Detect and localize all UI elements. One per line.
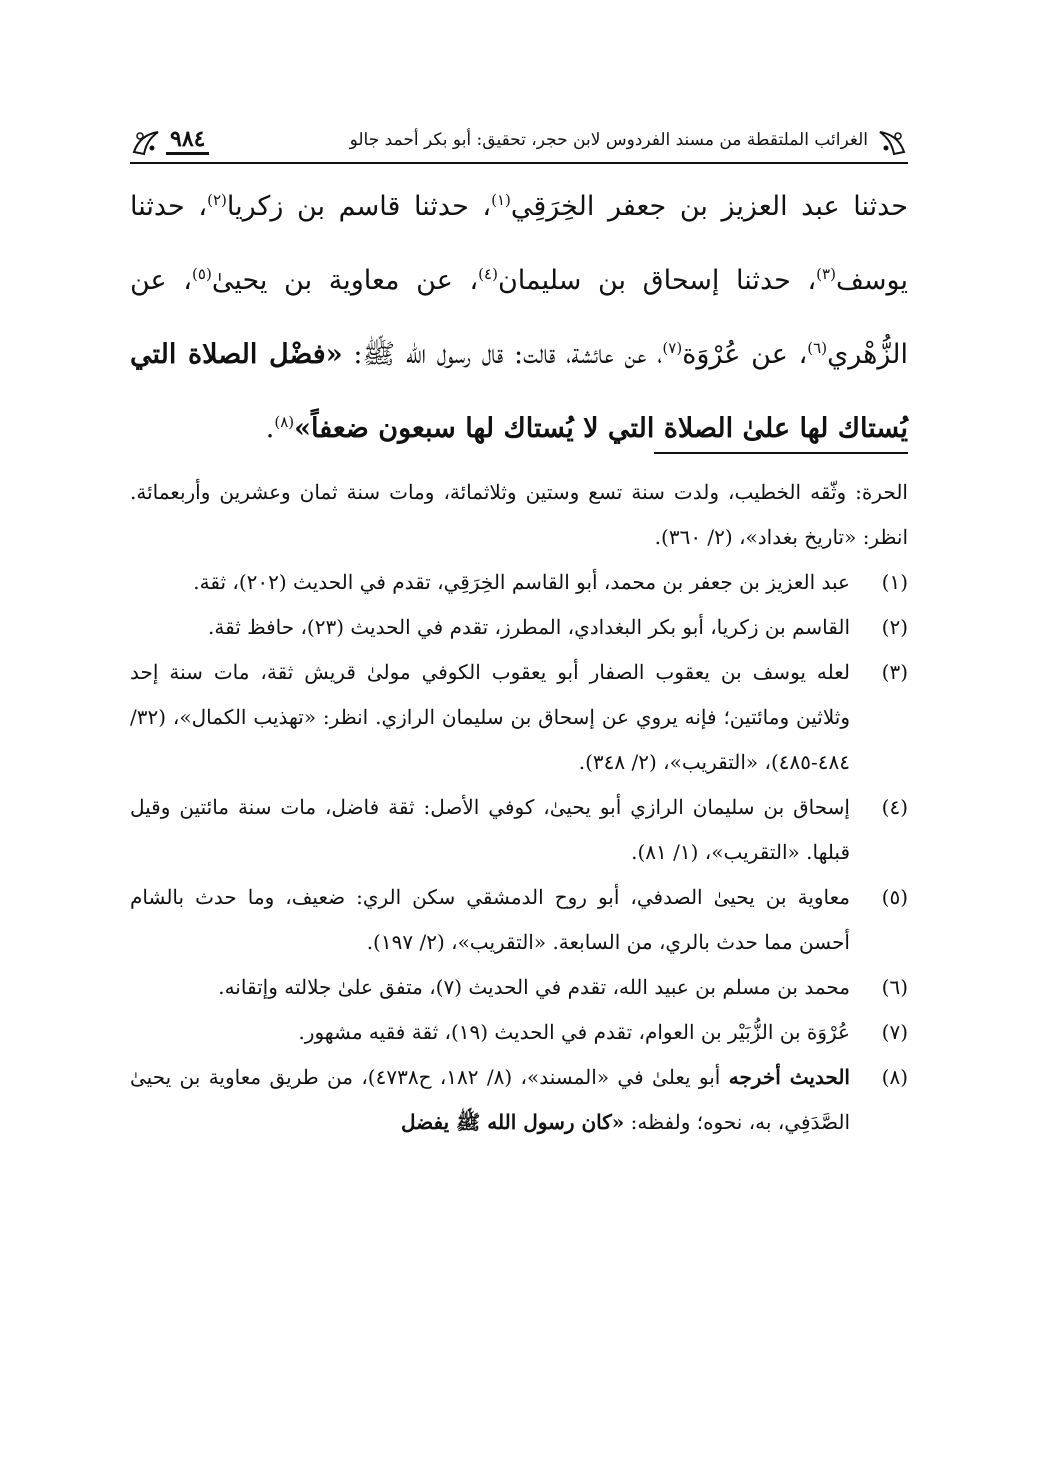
footnote-continuation: الحرة: وثّقه الخطيب، ولدت سنة تسع وستين وثلاثمائة، ومات سنة ثمان وعشرين وأربعمائة. انظر: «تاريخ بغداد»، (٢/ ٣٦٠). (130, 480, 908, 549)
floral-ornament-icon (876, 126, 908, 158)
footnote-text: إسحاق بن سليمان الرازي أبو يحيىٰ، كوفي الأصل: ثقة فاضل، مات سنة مائتين وقيل قبلها. «التقريب»، (١/ ٨١). (130, 795, 850, 864)
footnote-ref: (٦) (807, 339, 828, 357)
page-number: ٩٨٤ (166, 126, 209, 155)
footnote-text: محمد بن مسلم بن عبيد الله، تقدم في الحديث (٧)، متفق علىٰ جلالته وإتقانه. (218, 975, 850, 999)
footnote-number: (٥) (881, 885, 908, 909)
running-title: الغرائب الملتقطة من مسند الفردوس لابن حجر، تحقيق: أبو بكر أحمد جالو (349, 130, 868, 150)
footnote-item (130, 650, 908, 785)
footnote-text: عُرْوَة بن الزُّبَيْر بن العوام، تقدم في الحديث (١٩)، ثقة فقيه مشهور. (298, 1020, 850, 1044)
isnad-text: حدثنا عبد العزيز بن جعفر الخِرَقِي (510, 191, 908, 222)
footnote-text: معاوية بن يحيىٰ الصدفي، أبو روح الدمشقي سكن الري: ضعيف، وما حدث بالشام أحسن مما حدث بالري، من السابعة. «التقريب»، (٢/ ١٩٧). (130, 885, 850, 954)
footnote-item (130, 560, 908, 605)
footnote-number: (٦) (881, 975, 908, 999)
header-divider (130, 162, 908, 164)
footnote-text: لعله يوسف بن يعقوب الصفار أبو يعقوب الكوفي مولىٰ قريش ثقة، مات سنة إحد وثلاثين ومائتين؛ فإنه يروي عن إسحاق بن سليمان الرازي. انظر: «تهذيب الكمال»، (٣٢/ ٤٨٤-٤٨٥)، «التقريب»، (٢/ ٣٤٨). (130, 660, 850, 774)
footnote-number: (٢) (881, 615, 908, 639)
footnote-ref: (٥) (192, 265, 212, 283)
footnote-ref: (٣) (816, 265, 836, 283)
footnote-item (130, 965, 908, 1010)
isnad-text: ، عن عائشة، قالت: قال رسول الله ﷺ: (342, 339, 663, 370)
footnote-text: عبد العزيز بن جعفر بن محمد، أبو القاسم الخِرَقِي، تقدم في الحديث (٢٠٢)، ثقة. (193, 570, 850, 594)
footnote-body: أبو يعلىٰ في «المسند»، (٨/ ١٨٢، ح٤٧٣٨)، من طريق معاوية بن يحيىٰ الصَّدَفِي، به، نحوه؛ ولفظه: (130, 1065, 850, 1134)
footnote-bold-lead: الحديث أخرجه (728, 1065, 850, 1089)
footnote-divider (654, 452, 908, 454)
hadith-text: «فضْل الصلاة التي يُستاك لها علىٰ الصلاة التي لا يُستاك لها سبعون ضعفاً» (130, 339, 908, 444)
footnote-item (130, 1055, 908, 1145)
footnote-number: (٤) (881, 795, 908, 819)
main-text (130, 170, 908, 466)
footnote-ref: (٨) (274, 413, 295, 431)
footnote-ref: (٤) (478, 265, 498, 283)
footnote-item (130, 785, 908, 875)
isnad-text: ، عن عُرْوَة (682, 339, 808, 370)
footnote-number: (٨) (881, 1065, 908, 1089)
footnote-number: (٣) (881, 660, 908, 684)
isnad-text: ، حدثنا قاسم بن زكريا (226, 191, 492, 222)
footnote-ref: (١) (491, 191, 511, 209)
isnad-text: ، عن معاوية بن يحيىٰ (211, 265, 479, 296)
footnote-text: القاسم بن زكريا، أبو بكر البغدادي، المطرز، تقدم في الحديث (٢٣)، حافظ ثقة. (208, 615, 850, 639)
sentence-end: . (265, 413, 275, 444)
floral-ornament-icon (130, 126, 162, 158)
footnote-text (130, 1055, 850, 1145)
footnote-ref: (٧) (662, 339, 683, 357)
footnote-number: (١) (881, 570, 908, 594)
isnad-text: ، حدثنا إسحاق بن سليمان (497, 265, 817, 296)
footnote-item (130, 875, 908, 965)
footnote-ref: (٢) (207, 191, 227, 209)
footnote-item (130, 1010, 908, 1055)
footnotes (130, 470, 908, 1145)
isnad-text: ، عن الزُّهْري (130, 265, 908, 370)
page-header (130, 122, 908, 162)
footnote-number: (٧) (881, 1020, 908, 1044)
isnad-text: ، حدثنا يوسف (130, 191, 908, 296)
footnote-bold-quote: «كان رسول الله ﷺ يفضل (401, 1110, 625, 1134)
footnote-item (130, 605, 908, 650)
